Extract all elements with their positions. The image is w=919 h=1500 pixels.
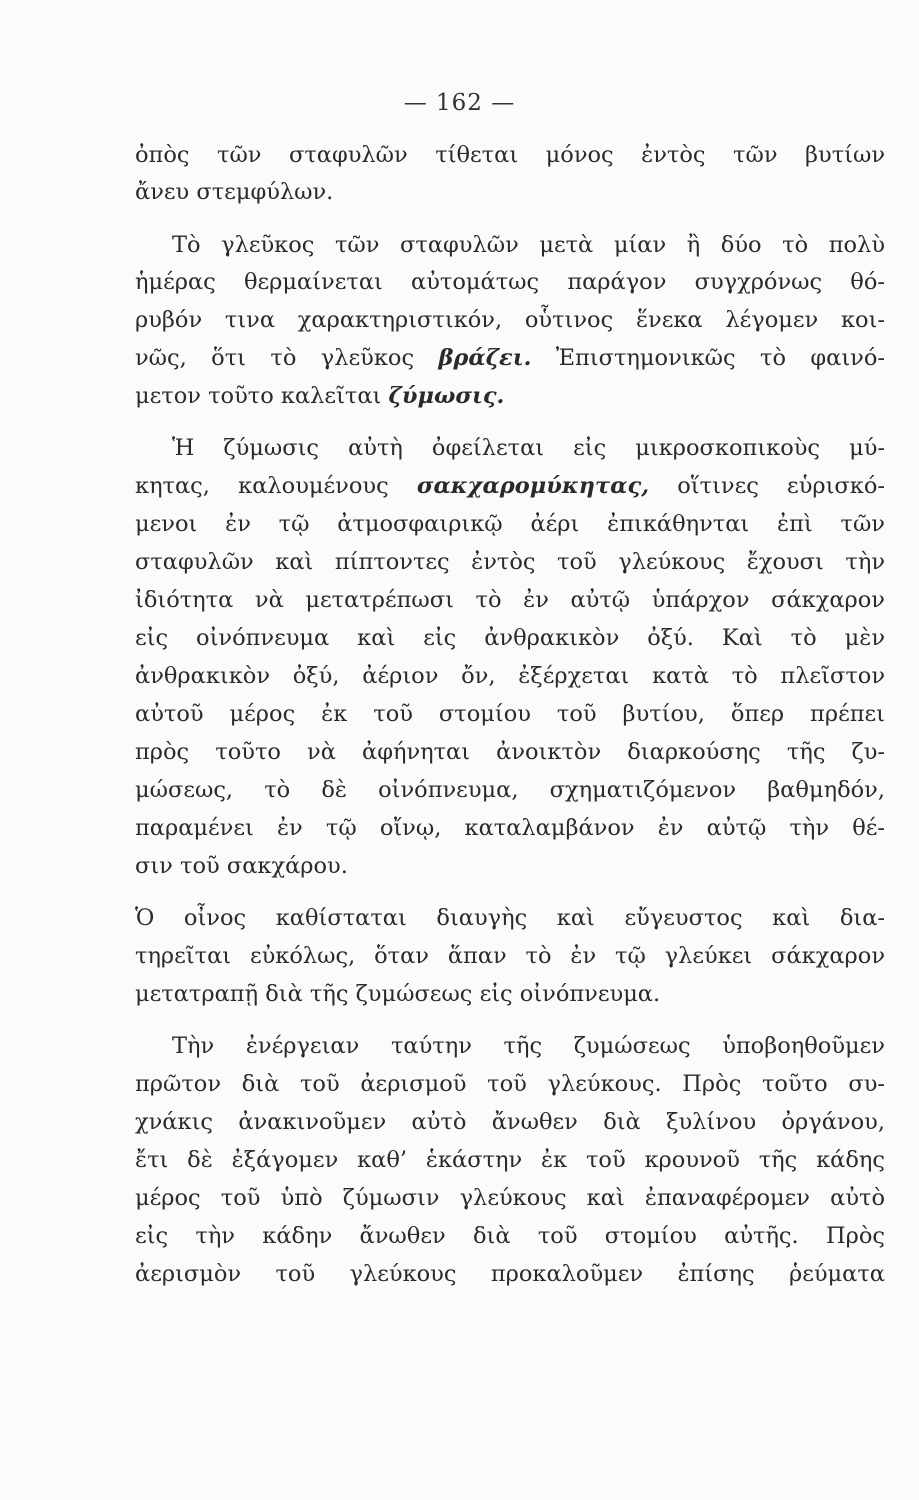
text-line: πρὸς τοῦτο νὰ ἀφήνηται ἀνοικτὸν διαρκούσης τῆς ζυ-: [135, 739, 885, 765]
text-line: [135, 378, 885, 414]
text-line: τηρεῖται εὐκόλως, ὅταν ἅπαν τὸ ἐν τῷ γλεύκει σάκχαρον: [135, 943, 885, 969]
emphasized-term: σακχαρομύκητας,: [416, 473, 650, 499]
text-line: χνάκις ἀνακινοῦμεν αὐτὸ ἄνωθεν διὰ ξυλίνου ὀργάνου,: [135, 1109, 885, 1135]
text-line: μενοι ἐν τῷ ἀτμοσφαιρικῷ ἀέρι ἐπικάθηνται ἐπὶ τῶν: [135, 511, 885, 537]
emphasized-term: ζύμωσις.: [388, 383, 505, 409]
text-segment: οἵτινες εὑρισκό-: [649, 473, 885, 499]
text-line: μέρος τοῦ ὑπὸ ζύμωσιν γλεύκους καὶ ἐπαναφέρομεν αὐτὸ: [135, 1185, 885, 1211]
text-line: [135, 468, 885, 504]
text-line: ἔτι δὲ ἐξάγομεν καθ’ ἑκάστην ἐκ τοῦ κρουνοῦ τῆς κάδης: [135, 1147, 885, 1173]
text-line: ρυβόν τινα χαρακτηριστικόν, οὗτινος ἕνεκα λέγομεν κοι-: [135, 307, 885, 333]
text-line: Τὸ γλεῦκος τῶν σταφυλῶν μετὰ μίαν ἢ δύο τὸ πολὺ: [172, 232, 885, 258]
emphasized-term: βράζει.: [438, 345, 532, 371]
text-line: ἀνθρακικὸν ὀξύ, ἀέριον ὄν, ἐξέρχεται κατὰ τὸ πλεῖστον: [135, 663, 885, 689]
text-segment: μετον τοῦτο καλεῖται: [135, 383, 389, 409]
text-line: σιν τοῦ σακχάρου.: [135, 853, 348, 879]
text-segment: Ἐπιστημονικῶς τὸ φαινό-: [531, 345, 885, 371]
text-line: μετατραπῇ διὰ τῆς ζυμώσεως εἰς οἰνόπνευμα.: [135, 981, 661, 1007]
text-line: ἡμέρας θερμαίνεται αὐτομάτως παράγον συγχρόνως θό-: [135, 269, 885, 295]
text-line: ἀερισμὸν τοῦ γλεύκους προκαλοῦμεν ἐπίσης ῥεύματα: [135, 1261, 885, 1287]
text-line: Ὁ οἶνος καθίσταται διαυγὴς καὶ εὔγευστος καὶ δια-: [135, 905, 885, 931]
text-line: Ἡ ζύμωσις αὐτὴ ὀφείλεται εἰς μικροσκοπικοὺς μύ-: [172, 435, 885, 461]
text-line: Τὴν ἐνέργειαν ταύτην τῆς ζυμώσεως ὑποβοηθοῦμεν: [172, 1033, 885, 1059]
text-line: ἰδιότητα νὰ μετατρέπωσι τὸ ἐν αὐτῷ ὑπάρχον σάκχαρον: [135, 587, 885, 613]
text-line: ἄνευ στεμφύλων.: [135, 179, 334, 205]
text-line: [135, 340, 885, 376]
text-line: πρῶτον διὰ τοῦ ἀερισμοῦ τοῦ γλεύκους. Πρὸς τοῦτο συ-: [135, 1071, 885, 1097]
text-line: αὐτοῦ μέρος ἐκ τοῦ στομίου τοῦ βυτίου, ὅπερ πρέπει: [135, 701, 885, 727]
text-line: ὀπὸς τῶν σταφυλῶν τίθεται μόνος ἐντὸς τῶν βυτίων: [135, 142, 885, 168]
text-segment: κητας, καλουμένους: [135, 473, 417, 499]
text-segment: νῶς, ὅτι τὸ γλεῦκος: [135, 345, 439, 371]
text-line: εἰς τὴν κάδην ἄνωθεν διὰ τοῦ στομίου αὐτῆς. Πρὸς: [135, 1223, 885, 1249]
text-line: σταφυλῶν καὶ πίπτοντες ἐντὸς τοῦ γλεύκους ἔχουσι τὴν: [135, 549, 885, 575]
text-line: παραμένει ἐν τῷ οἴνῳ, καταλαμβάνον ἐν αὐτῷ τὴν θέ-: [135, 815, 885, 841]
text-line: μώσεως, τὸ δὲ οἰνόπνευμα, σχηματιζόμενον βαθμηδόν,: [135, 777, 885, 803]
text-line: εἰς οἰνόπνευμα καὶ εἰς ἀνθρακικὸν ὀξύ. Καὶ τὸ μὲν: [135, 625, 885, 651]
page-number: — 162 —: [403, 90, 516, 116]
